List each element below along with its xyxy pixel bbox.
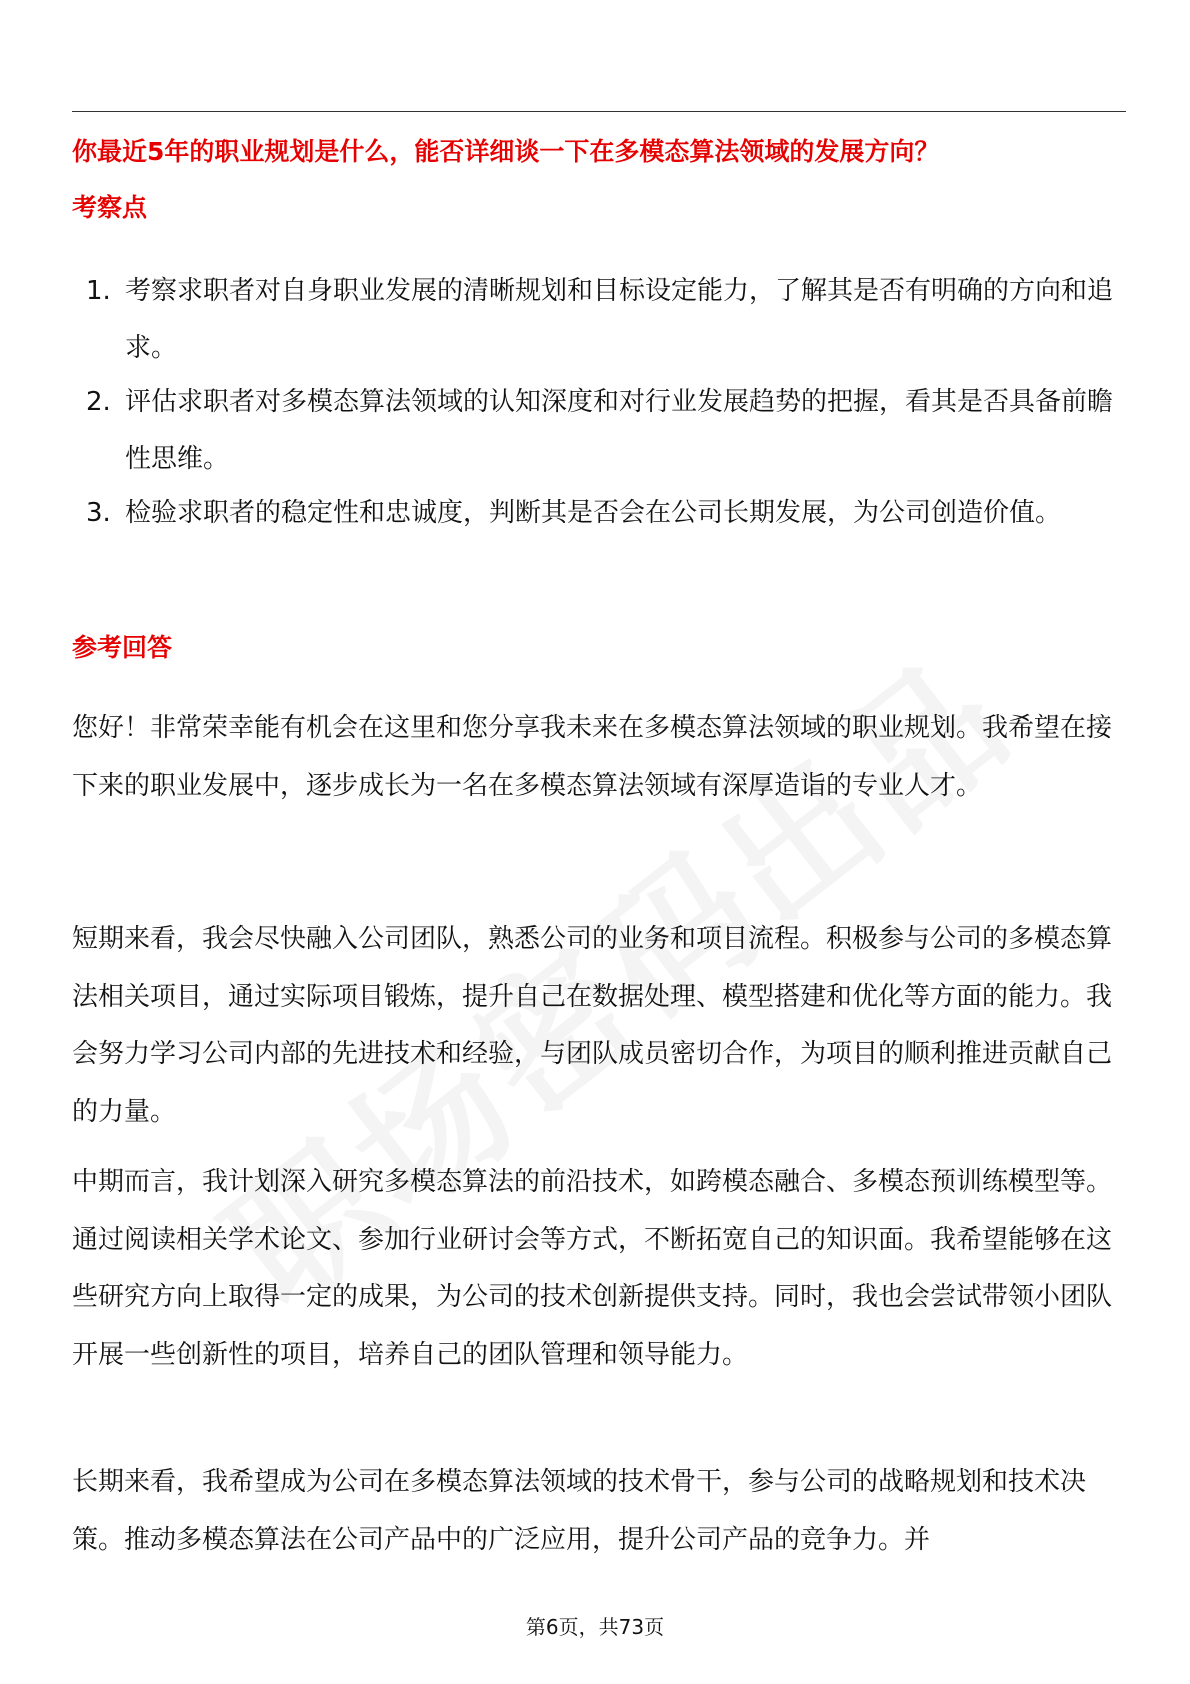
points-heading: 考察点	[72, 193, 148, 222]
answer-paragraph: 短期来看，我会尽快融入公司团队，熟悉公司的业务和项目流程。积极参与公司的多模态算法相关项目，通过实际项目锻炼，提升自己在数据处理、模型搭建和优化等方面的能力。我会努力学习公司内部的先进技术和经验，与团队成员密切合作，为项目的顺利推进贡献自己的力量。	[72, 924, 1113, 1127]
question-title: 你最近5年的职业规划是什么，能否详细谈一下在多模态算法领域的发展方向？	[72, 137, 940, 166]
header-rule	[72, 111, 1126, 112]
list-item-text: 检验求职者的稳定性和忠诚度，判断其是否会在公司长期发展，为公司创造价值。	[125, 498, 1062, 528]
answer-paragraph: 您好！非常荣幸能有机会在这里和您分享我未来在多模态算法领域的职业规划。我希望在接下来的职业发展中，逐步成长为一名在多模态算法领域有深厚造诣的专业人才。	[72, 713, 1113, 801]
list-item-number: 3.	[86, 498, 111, 528]
page-number: 第6页，共73页	[525, 1615, 665, 1639]
answer-paragraph: 长期来看，我希望成为公司在多模态算法领域的技术骨干，参与公司的战略规划和技术决策。推动多模态算法在公司产品中的广泛应用，提升公司产品的竞争力。并	[72, 1467, 1087, 1555]
answer-paragraph: 中期而言，我计划深入研究多模态算法的前沿技术，如跨模态融合、多模态预训练模型等。通过阅读相关学术论文、参加行业研讨会等方式，不断拓宽自己的知识面。我希望能够在这些研究方向上取得一定的成果，为公司的技术创新提供支持。同时，我也会尝试带领小团队开展一些创新性的项目，培养自己的团队管理和领导能力。	[72, 1167, 1113, 1370]
list-item-text: 考察求职者对自身职业发展的清晰规划和目标设定能力，了解其是否有明确的方向和追求。	[125, 276, 1114, 363]
list-item-text: 评估求职者对多模态算法领域的认知深度和对行业发展趋势的把握，看其是否具备前瞻性思维。	[125, 387, 1114, 474]
list-item-number: 1.	[86, 276, 111, 306]
answer-heading: 参考回答	[72, 633, 173, 662]
list-item-number: 2.	[86, 387, 111, 417]
